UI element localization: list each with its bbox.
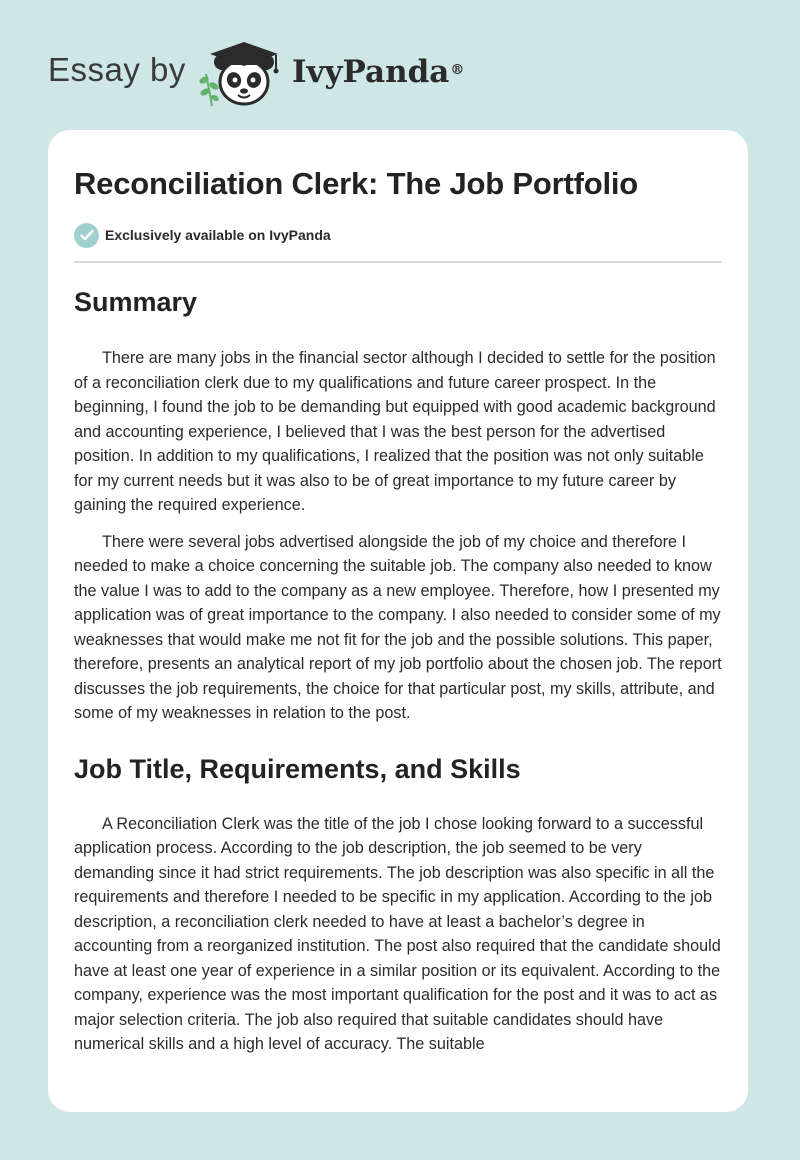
brand-name[interactable] [292, 54, 464, 90]
exclusive-badge [74, 222, 722, 248]
brand-text: IvyPanda [292, 54, 450, 90]
registered-mark: ® [450, 62, 465, 78]
title-divider [74, 261, 722, 263]
essay-title: Reconciliation Clerk: The Job Portfolio [74, 166, 639, 201]
essay-card [48, 130, 748, 1112]
essay-by-label: Essay by [48, 51, 186, 88]
summary-paragraph-2: There were several jobs advertised alongside the job of my choice and therefore I needed to make a choice concerning the suitable job. The company also needed to know the value I was to add to the company as a new employee. Therefore, how I presented my application was of great importance to the company. I also needed to consider some of my weaknesses that would make me not fit for the job and the possible solutions. This paper, therefore, presents an analytical report of my job portfolio about the chosen job. The report discusses the job requirements, the choice for that particular post, my skills, attribute, and some of my weaknesses in relation to the post. [74, 532, 722, 722]
section-heading-job-title: Job Title, Requirements, and Skills [74, 753, 521, 784]
essay-content [74, 164, 722, 1057]
panda-graduate-logo-icon[interactable] [198, 36, 290, 108]
summary-paragraph-1: There are many jobs in the financial sector although I decided to settle for the position of a reconciliation clerk due to my qualifications and future career prospect. In the beginning, I found the job to be demanding but equipped with good academic background and accounting experience, I believed that I was the best person for the advertised position. In addition to my qualifications, I realized that the position was not only suitable for my current needs but it was also to be of great importance to my future career by gaining the required experience. [74, 349, 716, 514]
site-header [0, 0, 800, 120]
section-heading-summary: Summary [74, 287, 198, 317]
checkmark-icon [74, 223, 99, 248]
job-title-paragraph-1: A Reconciliation Clerk was the title of the job I chose looking forward to a successful application process. According to the job description, the job seemed to be very demanding since it had strict requirements. The job description was also specific in all the requirements and therefore I needed to be specific in my application. According to the job description, a reconciliation clerk needed to have at least a bachelor’s degree in accounting from a reorganized institution. The post also required that the candidate should have at least one year of experience in a similar position or its equivalent. According to the company, experience was the most important qualification for the post and it was to act as major selection criteria. The job also required that suitable candidates should have numerical skills and a high level of accuracy. The suitable [74, 814, 721, 1053]
exclusive-badge-label: Exclusively available on IvyPanda [105, 227, 331, 243]
